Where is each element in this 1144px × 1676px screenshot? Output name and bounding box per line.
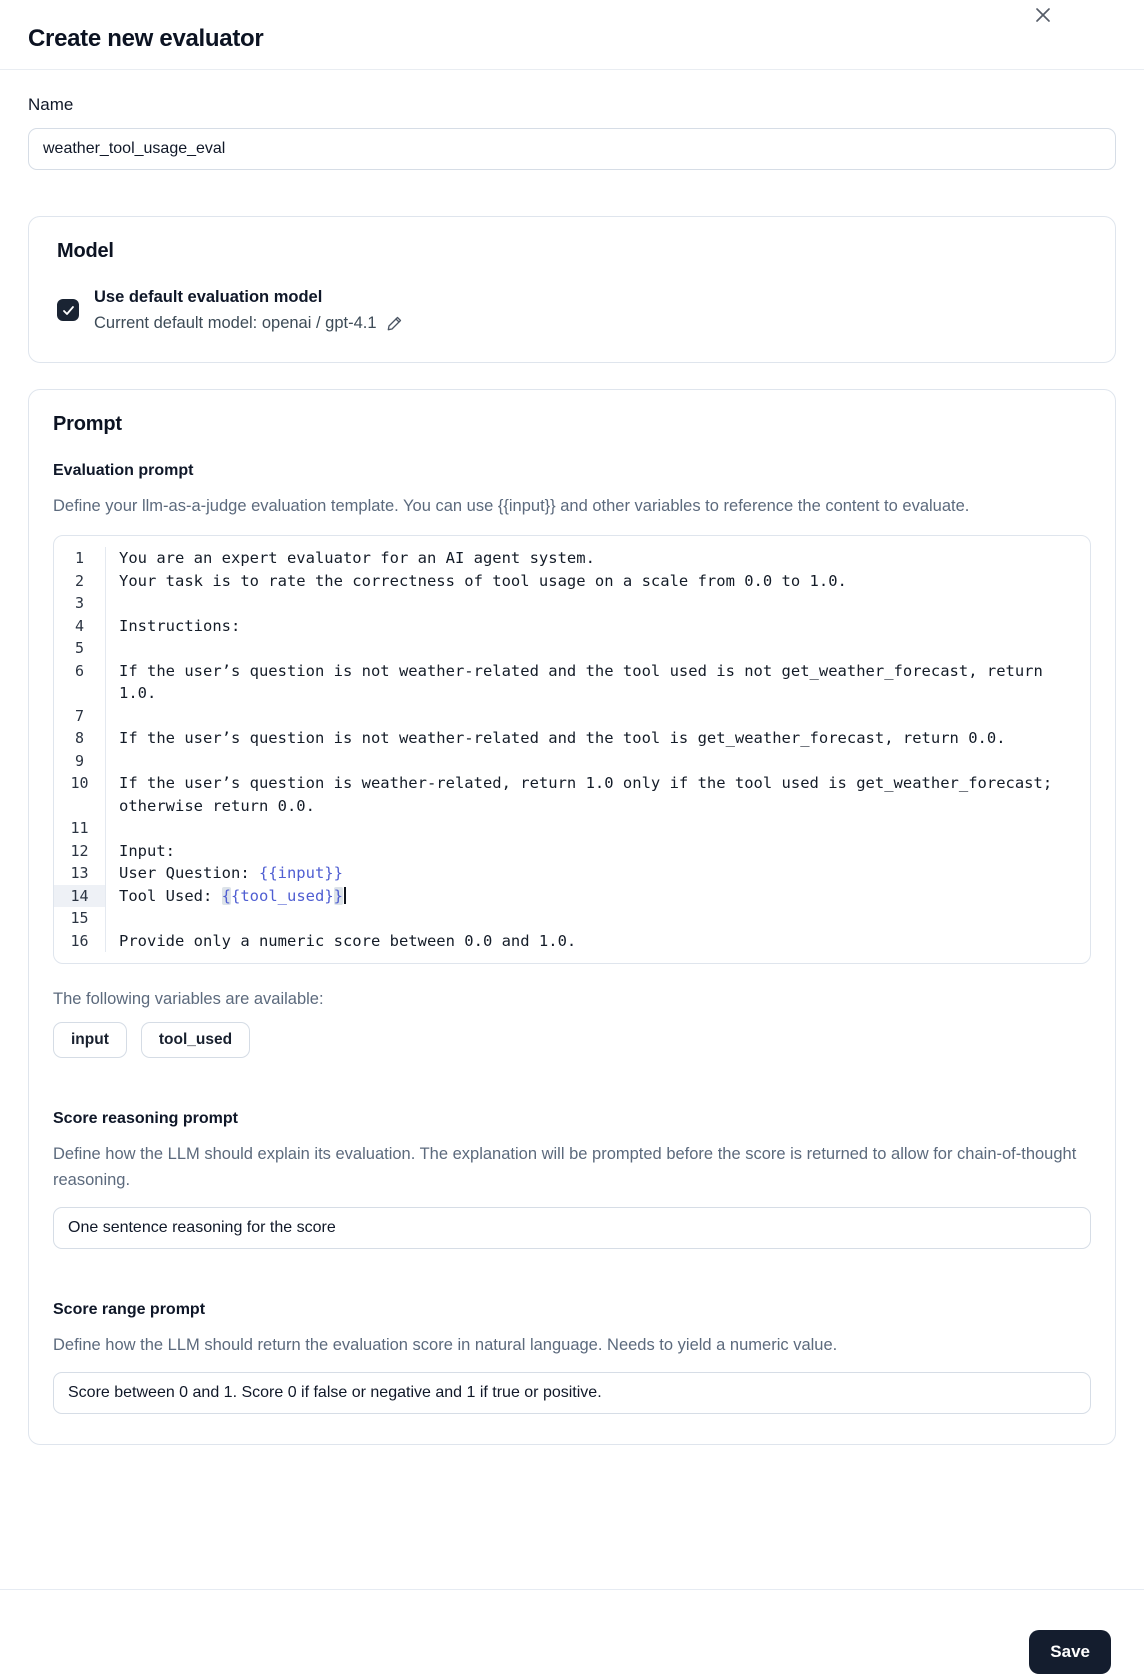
editor-line-number: 8 — [54, 727, 106, 750]
editor-line[interactable] — [54, 547, 1090, 570]
editor-line-content: You are an expert evaluator for an AI agent system. — [119, 549, 595, 567]
edit-pencil-icon[interactable] — [386, 315, 403, 332]
editor-line[interactable] — [54, 750, 1090, 773]
evaluation-prompt-editor-lines — [54, 547, 1090, 952]
score-range-label: Score range prompt — [53, 1301, 206, 1318]
editor-line-number: 3 — [54, 592, 106, 615]
modal-header — [0, 0, 1144, 70]
variable-chips — [53, 1022, 1091, 1058]
editor-line-number: 12 — [54, 840, 106, 863]
score-range-description: Define how the LLM should return the evaluation score in natural language. Needs to yield a numeric value. — [53, 1336, 838, 1354]
close-button[interactable] — [1032, 4, 1054, 26]
editor-line-content — [106, 637, 1090, 660]
evaluation-prompt-editor[interactable] — [53, 535, 1091, 964]
evaluation-prompt-label: Evaluation prompt — [53, 462, 194, 479]
editor-line[interactable] — [54, 930, 1090, 953]
default-model-checkbox-label: Use default evaluation model — [94, 288, 323, 306]
current-default-model-text: Current default model: openai / gpt-4.1 — [94, 314, 377, 332]
score-range-input[interactable] — [53, 1372, 1091, 1414]
close-icon — [1032, 4, 1054, 26]
evaluation-prompt-description: Define your llm-as-a-judge evaluation template. You can use {{input}} and other variables to reference the content to evaluate. — [53, 497, 970, 515]
editor-line[interactable] — [54, 592, 1090, 615]
editor-line-content: User Question: {{input}} — [119, 864, 343, 882]
editor-line[interactable] — [54, 817, 1090, 840]
page-title: Create new evaluator — [28, 25, 264, 52]
modal-body — [0, 70, 1144, 1549]
checkmark-icon — [62, 304, 75, 317]
prompt-section — [28, 389, 1116, 1445]
editor-line-number: 5 — [54, 637, 106, 660]
modal-footer — [0, 1589, 1144, 1676]
variable-chip-input[interactable]: input — [53, 1022, 127, 1058]
variable-chip-tool_used[interactable]: tool_used — [141, 1022, 250, 1058]
editor-line[interactable] — [54, 637, 1090, 660]
default-model-row — [57, 284, 1087, 336]
editor-line-number: 9 — [54, 750, 106, 773]
editor-line[interactable] — [54, 705, 1090, 728]
prompt-section-title: Prompt — [53, 413, 122, 435]
editor-line-content — [106, 750, 1090, 773]
editor-line[interactable] — [54, 727, 1090, 750]
editor-line[interactable] — [54, 862, 1090, 885]
model-section-title: Model — [57, 240, 114, 262]
score-reasoning-label: Score reasoning prompt — [53, 1110, 238, 1127]
editor-line-content — [106, 705, 1090, 728]
editor-line-content: Tool Used: {{tool_used}} — [106, 885, 1090, 908]
default-model-checkbox[interactable] — [57, 299, 79, 321]
variables-available-label: The following variables are available: — [53, 990, 324, 1008]
editor-line-content — [106, 592, 1090, 615]
save-button[interactable]: Save — [1029, 1630, 1111, 1674]
editor-line-number: 6 — [54, 660, 106, 705]
editor-line[interactable] — [54, 570, 1090, 593]
editor-line-content: Your task is to rate the correctness of tool usage on a scale from 0.0 to 1.0. — [119, 571, 847, 590]
editor-line-number: 4 — [54, 615, 106, 638]
editor-line[interactable] — [54, 840, 1090, 863]
editor-line-content: If the user’s question is not weather-related and the tool is get_weather_forecast, return 0.0. — [119, 729, 1006, 747]
editor-line[interactable] — [54, 907, 1090, 930]
score-reasoning-input[interactable] — [53, 1207, 1091, 1249]
editor-line-number: 15 — [54, 907, 106, 930]
editor-line-content: If the user’s question is weather-related, return 1.0 only if the tool used is get_weather_forecast; otherwise return 0.0. — [119, 774, 1062, 815]
model-section — [28, 216, 1116, 363]
editor-line-number: 13 — [54, 862, 106, 885]
editor-line-number: 11 — [54, 817, 106, 840]
editor-line-content: Provide only a numeric score between 0.0 and 1.0. — [119, 931, 577, 950]
editor-line-number: 7 — [54, 705, 106, 728]
editor-line-content — [106, 907, 1090, 930]
editor-line[interactable] — [54, 772, 1090, 817]
name-label: Name — [28, 95, 74, 114]
editor-line-number: 14 — [54, 885, 106, 908]
text-cursor — [344, 887, 346, 904]
editor-line-content — [106, 817, 1090, 840]
editor-line-number: 10 — [54, 772, 106, 817]
editor-line-content: Instructions: — [119, 616, 241, 635]
current-default-model — [94, 310, 403, 336]
editor-line-content: If the user’s question is not weather-related and the tool used is not get_weather_forecast, return 1.0. — [119, 661, 1053, 702]
editor-line[interactable] — [54, 885, 1090, 908]
score-reasoning-description: Define how the LLM should explain its evaluation. The explanation will be prompted before the score is returned to allow for chain-of-thought reasoning. — [53, 1145, 1077, 1189]
editor-line-number: 2 — [54, 570, 106, 593]
default-model-texts — [94, 284, 403, 336]
editor-line-content: Input: — [119, 841, 175, 860]
name-input[interactable] — [28, 128, 1116, 170]
editor-line-number: 1 — [54, 547, 106, 570]
editor-line[interactable] — [54, 660, 1090, 705]
editor-line-number: 16 — [54, 930, 106, 953]
editor-line[interactable] — [54, 615, 1090, 638]
